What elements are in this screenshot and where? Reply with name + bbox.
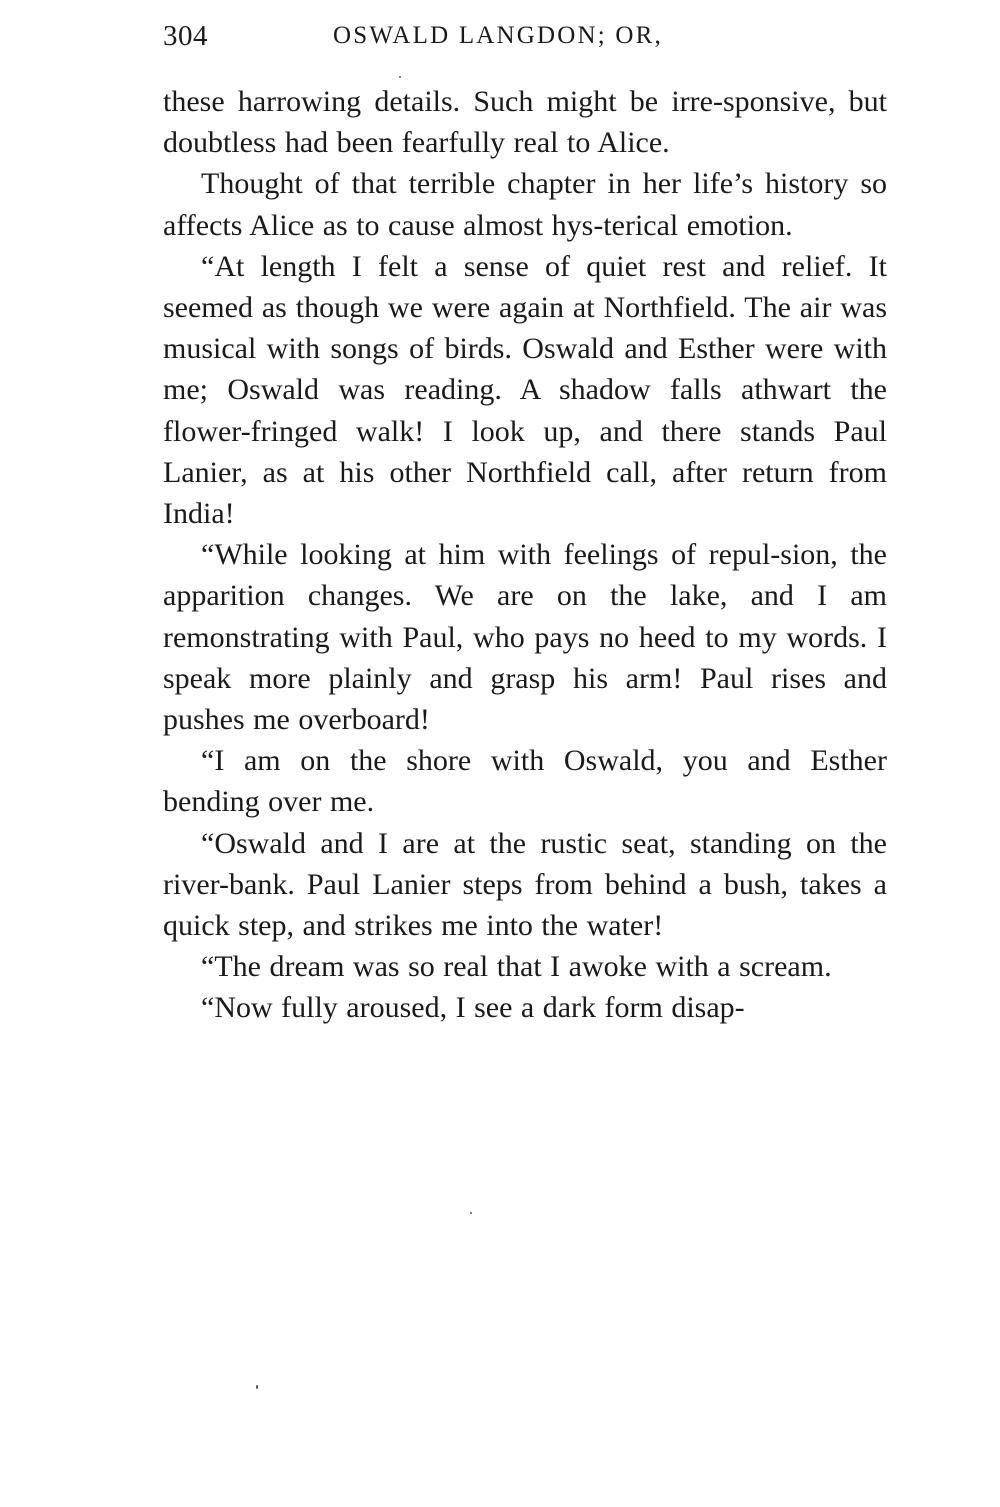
paragraph: “While looking at him with feelings of repul-sion, the apparition changes. We are on the lake, and I am remonstrating with Paul, who pays no heed to my words. I speak more plainly and grasp his arm! Paul rises and pushes me overboard! bbox=[163, 538, 887, 737]
scan-speck bbox=[399, 76, 401, 78]
paragraph: “At length I felt a sense of quiet rest and relief. It seemed as though we were again at Northfield. The air was musical with songs of birds. Oswald and Esther were with me; Oswald was reading. A shadow falls athwart the flower-fringed walk! I look up, and there stands Paul Lanier, as at his other Northfield call, after return from India! bbox=[163, 249, 887, 531]
paragraph: “I am on the shore with Oswald, you and Esther bending over me. bbox=[163, 744, 887, 819]
paragraph: “The dream was so real that I awoke with a scream. bbox=[201, 950, 832, 984]
paragraph: “Oswald and I are at the rustic seat, standing on the river-bank. Paul Lanier steps from behind a bush, takes a quick step, and strikes me into the water! bbox=[163, 826, 887, 943]
scan-speck bbox=[470, 1212, 472, 1214]
page-number: 304 bbox=[163, 20, 208, 52]
running-head bbox=[163, 20, 887, 64]
running-title: OSWALD LANGDON; OR, bbox=[333, 22, 663, 49]
paragraph: Thought of that terrible chapter in her life’s history so affects Alice as to cause almost hys-terical emotion. bbox=[163, 167, 887, 242]
body-text bbox=[163, 81, 887, 1029]
paragraph-continuation: these harrowing details. Such might be irre-sponsive, but doubtless had been fearfully real to Alice. bbox=[163, 85, 887, 160]
scan-speck bbox=[256, 1385, 258, 1389]
paragraph: “Now fully aroused, I see a dark form disap- bbox=[201, 991, 745, 1025]
